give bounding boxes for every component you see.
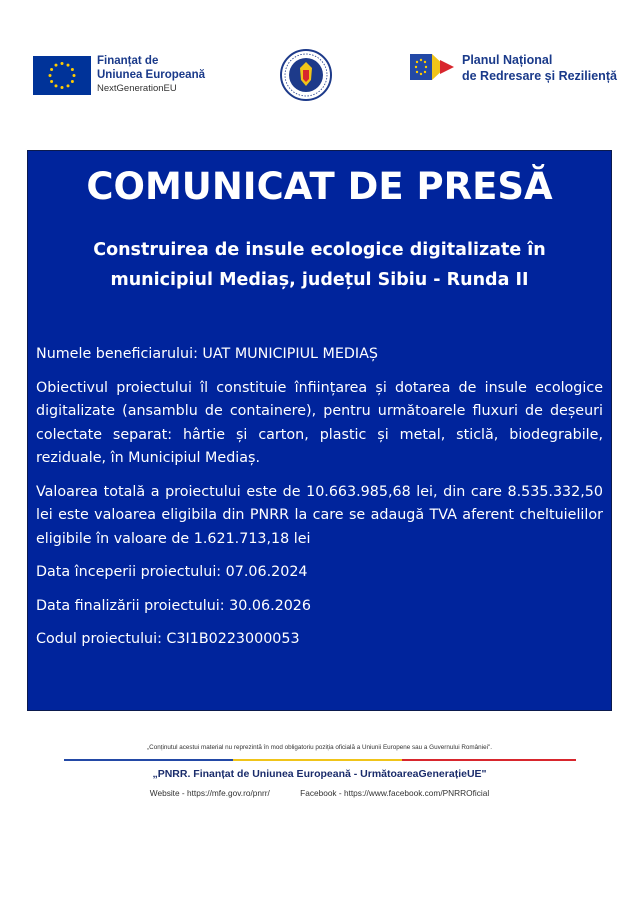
eu-star — [67, 63, 70, 66]
eu-star — [61, 62, 64, 65]
eu-star — [71, 68, 74, 71]
eu-stars-icon — [33, 56, 91, 95]
eu-star — [71, 80, 74, 83]
start-date-paragraph: Data începerii proiectului: 07.06.2024 — [36, 564, 308, 580]
guvernul-romaniei-seal-icon — [279, 48, 333, 102]
tricolor-divider — [64, 759, 576, 761]
value-paragraph: Valoarea totală a proiectului este de 10.663.985,68 lei, din care 8.535.332,50 lei este valoarea eligibila din PNRR la care se adaugă TVA aferent cheltuielilor eligibile în valoare de 1.621.713,18 lei — [36, 483, 603, 547]
press-subtitle: Construirea de insule ecologice digitalizate în municipiul Mediaș, județul Sibiu - Runda II — [93, 240, 546, 290]
eu-star — [55, 63, 58, 66]
footer-slogan: „PNRR. Finanțat de Uniunea Europeană - UrmătoareaGenerațieUE" — [152, 768, 487, 780]
beneficiary-paragraph: Numele beneficiarului: UAT MUNICIPIUL MEDIAȘ — [36, 346, 379, 362]
eu-logo-line3: NextGenerationEU — [97, 83, 177, 94]
press-body — [36, 343, 603, 662]
pnrr-logo-line2: de Redresare și Reziliență — [462, 69, 617, 83]
project-code-paragraph: Codul proiectului: C3I1B0223000053 — [36, 631, 300, 647]
footer-disclaimer: „Conținutul acestui material nu reprezintă în mod obligatoriu poziția oficială a Uniunii Europene sau a Guvernului României". — [147, 744, 492, 751]
eu-star — [49, 74, 52, 77]
footer-links — [0, 788, 639, 798]
eu-logo-line2: Uniunea Europeană — [97, 69, 205, 81]
eu-star — [50, 80, 53, 83]
eu-star — [67, 84, 70, 87]
eu-star — [73, 74, 76, 77]
pnrr-logo-line1: Planul Național — [462, 53, 553, 67]
eu-flag-icon — [33, 56, 91, 95]
pnrr-flag-icon — [410, 52, 460, 82]
facebook-link[interactable]: Facebook - https://www.facebook.com/PNRROficial — [300, 788, 490, 798]
logo-bar — [0, 46, 639, 106]
eu-star — [61, 86, 64, 89]
eu-funding-logo — [33, 54, 205, 96]
eu-star — [55, 84, 58, 87]
eu-logo-line1: Finanțat de — [97, 55, 159, 67]
eu-logo-text — [97, 54, 205, 96]
website-link[interactable]: Website - https://mfe.gov.ro/pnrr/ — [149, 788, 270, 798]
pnrr-logo — [410, 52, 617, 84]
press-release-box — [27, 150, 612, 711]
eu-star — [50, 68, 53, 71]
press-title: COMUNICAT DE PRESĂ — [86, 165, 553, 208]
objective-paragraph: Obiectivul proiectului îl constituie înființarea și dotarea de insule ecologice digitalizate (ansamblu de containere), pentru următoarele fluxuri de deșeuri colectate separat: hârtie și carton, plastic și metal, sticlă, biodegrabile, reziduale, în Municipiul Mediaș. — [36, 379, 603, 466]
end-date-paragraph: Data finalizării proiectului: 30.06.2026 — [36, 597, 311, 614]
footer — [0, 744, 639, 798]
pnrr-logo-text — [462, 52, 617, 84]
